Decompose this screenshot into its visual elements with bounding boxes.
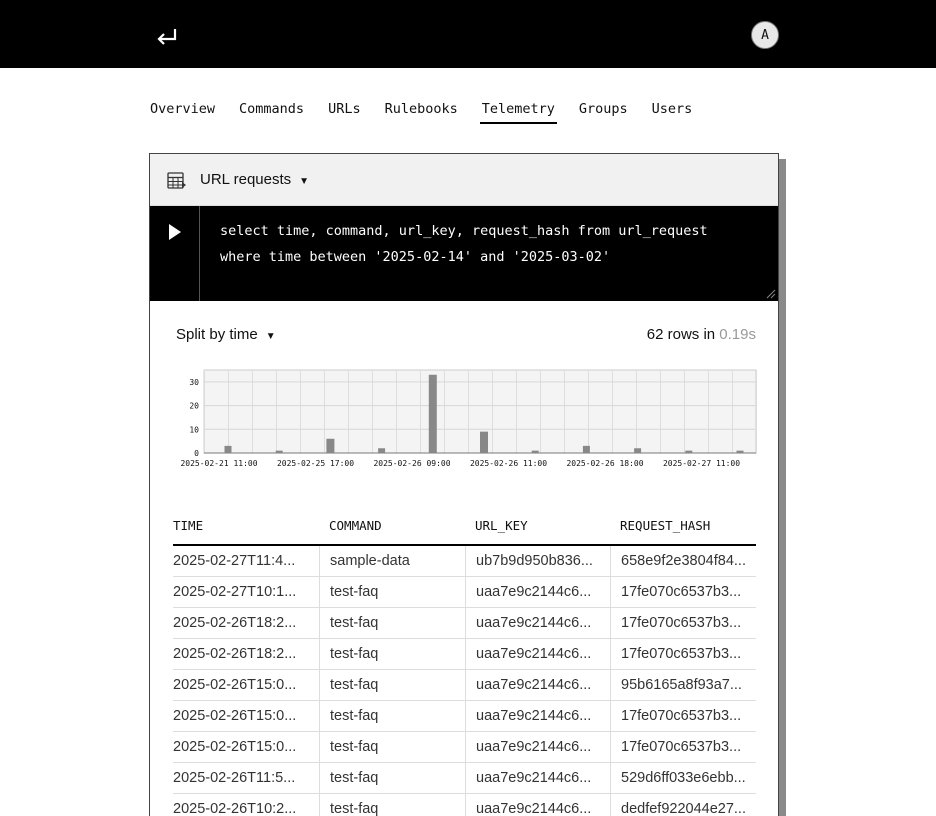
x-tick-label: 2025-02-26 11:00 — [469, 459, 548, 468]
cell-url-key: ub7b9d950b836... — [465, 546, 610, 576]
table-row[interactable] — [173, 732, 756, 763]
cell-request-hash: 17fe070c6537b3... — [610, 639, 756, 669]
table-header — [173, 507, 756, 546]
table-row[interactable] — [173, 701, 756, 732]
table-icon — [167, 172, 187, 190]
results-toolbar — [150, 301, 778, 361]
query-line: select time, command, url_key, request_hash from url_request — [220, 223, 708, 239]
cell-time: 2025-02-26T11:5... — [173, 770, 296, 786]
table-body — [173, 546, 756, 816]
cell-command: test-faq — [319, 732, 465, 762]
x-tick-label: 2025-02-25 17:00 — [276, 459, 355, 468]
run-query-button[interactable] — [150, 206, 200, 301]
x-tick-label: 2025-02-26 18:00 — [566, 459, 644, 468]
split-dropdown[interactable] — [176, 326, 276, 343]
y-tick-label: 10 — [189, 425, 199, 435]
return-arrow-icon[interactable] — [154, 24, 180, 48]
row-count-text: 62 rows in — [646, 326, 716, 343]
column-header-command[interactable]: COMMAND — [329, 518, 382, 533]
histogram-bar — [225, 446, 232, 453]
cell-command: test-faq — [319, 577, 465, 607]
cell-command: test-faq — [319, 763, 465, 793]
cell-command: test-faq — [319, 670, 465, 700]
caret-down-icon: ▼ — [299, 175, 310, 187]
column-header-request-hash[interactable]: REQUEST_HASH — [620, 518, 711, 533]
panel-header — [150, 154, 778, 206]
table-row[interactable] — [173, 608, 756, 639]
histogram-bar — [429, 375, 437, 453]
cell-url-key: uaa7e9c2144c6... — [465, 639, 610, 669]
column-header-url-key[interactable]: URL_KEY — [475, 518, 528, 533]
histogram-bar — [583, 446, 590, 453]
query-editor — [150, 206, 778, 301]
cell-time: 2025-02-27T11:4... — [173, 553, 296, 569]
histogram-bar — [634, 448, 641, 453]
caret-down-icon: ▼ — [265, 330, 276, 342]
tab-users[interactable]: Users — [651, 101, 693, 117]
cell-request-hash: 658e9f2e3804f84... — [610, 546, 756, 576]
tab-commands[interactable]: Commands — [239, 101, 305, 117]
table-row[interactable] — [173, 546, 756, 577]
cell-request-hash: 17fe070c6537b3... — [610, 608, 756, 638]
table-row[interactable] — [173, 763, 756, 794]
play-icon — [168, 224, 182, 240]
table-row[interactable] — [173, 577, 756, 608]
tab-rulebooks[interactable]: Rulebooks — [384, 101, 458, 117]
column-header-time[interactable]: TIME — [173, 518, 204, 533]
histogram-bar — [480, 432, 488, 453]
y-tick-label: 0 — [194, 449, 199, 458]
cell-time: 2025-02-27T10:1... — [173, 584, 297, 600]
x-tick-label: 2025-02-26 09:00 — [373, 459, 451, 468]
query-duration: 0.19s — [719, 326, 756, 343]
cell-time: 2025-02-26T18:2... — [173, 615, 297, 631]
results-table — [173, 507, 756, 816]
tab-urls[interactable]: URLs — [328, 101, 361, 117]
cell-command: test-faq — [319, 701, 465, 731]
table-row[interactable] — [173, 670, 756, 701]
table-row[interactable] — [173, 639, 756, 670]
cell-request-hash: 17fe070c6537b3... — [610, 701, 756, 731]
row-count — [647, 326, 756, 343]
cell-time: 2025-02-26T15:0... — [173, 708, 297, 724]
histogram-bar — [326, 439, 334, 453]
cell-url-key: uaa7e9c2144c6... — [465, 670, 610, 700]
cell-url-key: uaa7e9c2144c6... — [465, 608, 610, 638]
cell-command: test-faq — [319, 639, 465, 669]
histogram-svg — [178, 367, 758, 472]
top-bar — [0, 0, 936, 68]
cell-request-hash: 95b6165a8f93a7... — [610, 670, 756, 700]
cell-url-key: uaa7e9c2144c6... — [465, 763, 610, 793]
cell-time: 2025-02-26T18:2... — [173, 646, 297, 662]
tab-groups[interactable]: Groups — [578, 101, 628, 117]
source-dropdown[interactable] — [200, 171, 309, 188]
cell-time: 2025-02-26T15:0... — [173, 677, 297, 693]
cell-time: 2025-02-26T15:0... — [173, 739, 297, 755]
table-row[interactable] — [173, 794, 756, 816]
source-label: URL requests — [200, 171, 292, 188]
cell-url-key: uaa7e9c2144c6... — [465, 577, 610, 607]
cell-request-hash: dedfef922044e27... — [610, 794, 756, 816]
histogram-bar — [737, 451, 744, 453]
query-line: where time between '2025-02-14' and '2025-03-02' — [220, 249, 611, 265]
query-textarea[interactable] — [220, 218, 768, 270]
telemetry-panel — [149, 153, 779, 816]
histogram-bar — [532, 451, 539, 453]
cell-command: sample-data — [319, 546, 465, 576]
main-nav — [150, 100, 716, 124]
cell-request-hash: 17fe070c6537b3... — [610, 732, 756, 762]
user-avatar[interactable]: A — [751, 21, 779, 49]
cell-time: 2025-02-26T10:2... — [173, 801, 297, 816]
tab-overview[interactable]: Overview — [150, 101, 216, 117]
cell-url-key: uaa7e9c2144c6... — [465, 701, 610, 731]
y-tick-label: 20 — [189, 401, 199, 411]
x-tick-label: 2025-02-27 11:00 — [662, 459, 741, 468]
x-tick-label: 2025-02-21 11:00 — [180, 459, 258, 468]
cell-command: test-faq — [319, 608, 465, 638]
cell-url-key: uaa7e9c2144c6... — [465, 794, 610, 816]
cell-request-hash: 17fe070c6537b3... — [610, 577, 756, 607]
cell-request-hash: 529d6ff033e6ebb... — [610, 763, 756, 793]
histogram-bar — [378, 448, 385, 453]
histogram-bar — [685, 451, 692, 453]
split-label: Split by time — [176, 326, 258, 343]
time-histogram — [178, 367, 758, 472]
cell-command: test-faq — [319, 794, 465, 816]
tab-telemetry[interactable]: Telemetry — [480, 100, 557, 124]
histogram-bar — [276, 451, 283, 453]
y-tick-label: 30 — [189, 377, 199, 387]
resize-handle-icon[interactable] — [766, 289, 776, 299]
cell-url-key: uaa7e9c2144c6... — [465, 732, 610, 762]
